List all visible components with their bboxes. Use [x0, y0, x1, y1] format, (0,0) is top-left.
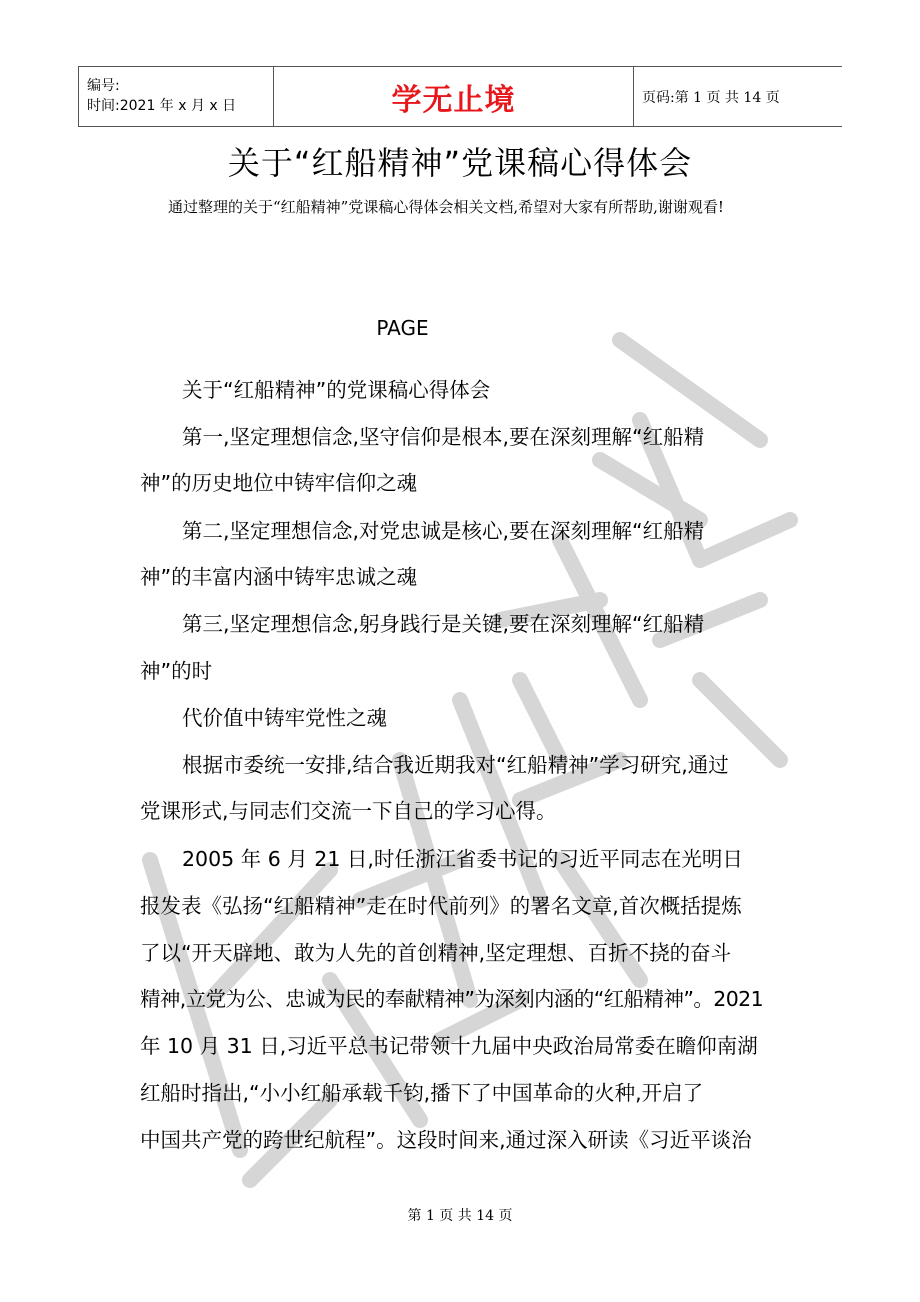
document-intro: 通过整理的关于“红船精神”党课稿心得体会相关文档,希望对大家有所帮助,谢谢观看!	[168, 198, 724, 216]
body-line: 第一,坚定理想信念,坚守信仰是根本,要在深刻理解“红船精	[182, 425, 705, 449]
body-line: 第三,坚定理想信念,躬身践行是关键,要在深刻理解“红船精	[182, 612, 705, 636]
body-line: 2005 年 6 月 21 日,时任浙江省委书记的习近平同志在光明日	[182, 847, 743, 871]
body-line: 报发表《弘扬“红船精神”走在时代前列》的署名文章,首次概括提炼	[140, 894, 742, 918]
body-line: 了以“开天辟地、敢为人先的首创精神,坚定理想、百折不挠的奋斗	[140, 941, 732, 965]
header-number-label: 编号:	[87, 78, 120, 94]
header-time-label: 时间:2021 年 x 月 x 日	[87, 98, 237, 114]
header-page-cell	[634, 67, 842, 126]
body-line: 第二,坚定理想信念,对党忠诚是核心,要在深刻理解“红船精	[182, 519, 705, 543]
body-line: 红船时指出,“小小红船承载千钧,播下了中国革命的火种,开启了	[140, 1081, 704, 1105]
body-line: 精神,立党为公、忠诚为民的奉献精神”为深刻内涵的“红船精神”。2021	[140, 987, 764, 1011]
body-line: 根据市委统一安排,结合我近期我对“红船精神”学习研究,通过	[182, 753, 729, 777]
page-footer: 第 1 页 共 14 页	[407, 1208, 513, 1224]
body-line: 神”的时	[140, 659, 213, 683]
document-title: 关于“红船精神”党课稿心得体会	[227, 144, 693, 182]
page-field-label: PAGE	[376, 316, 429, 340]
body-line: 神”的丰富内涵中铸牢忠诚之魂	[140, 565, 418, 589]
header-brand: 学无止境	[391, 82, 516, 118]
body-line: 神”的历史地位中铸牢信仰之魂	[140, 471, 418, 495]
document-header	[78, 66, 842, 127]
body-line: 关于“红船精神”的党课稿心得体会	[182, 378, 491, 402]
header-brand-cell	[273, 67, 634, 126]
body-line: 党课形式,与同志们交流一下自己的学习心得。	[140, 799, 557, 823]
body-line: 年 10 月 31 日,习近平总书记带领十九届中央政治局常委在瞻仰南湖	[140, 1034, 758, 1058]
body-line: 代价值中铸牢党性之魂	[182, 706, 387, 730]
header-meta-cell	[78, 67, 273, 126]
header-page-info: 页码:第 1 页 共 14 页	[642, 89, 780, 106]
body-line: 中国共产党的跨世纪航程”。这段时间来,通过深入研读《习近平谈治	[140, 1128, 752, 1152]
